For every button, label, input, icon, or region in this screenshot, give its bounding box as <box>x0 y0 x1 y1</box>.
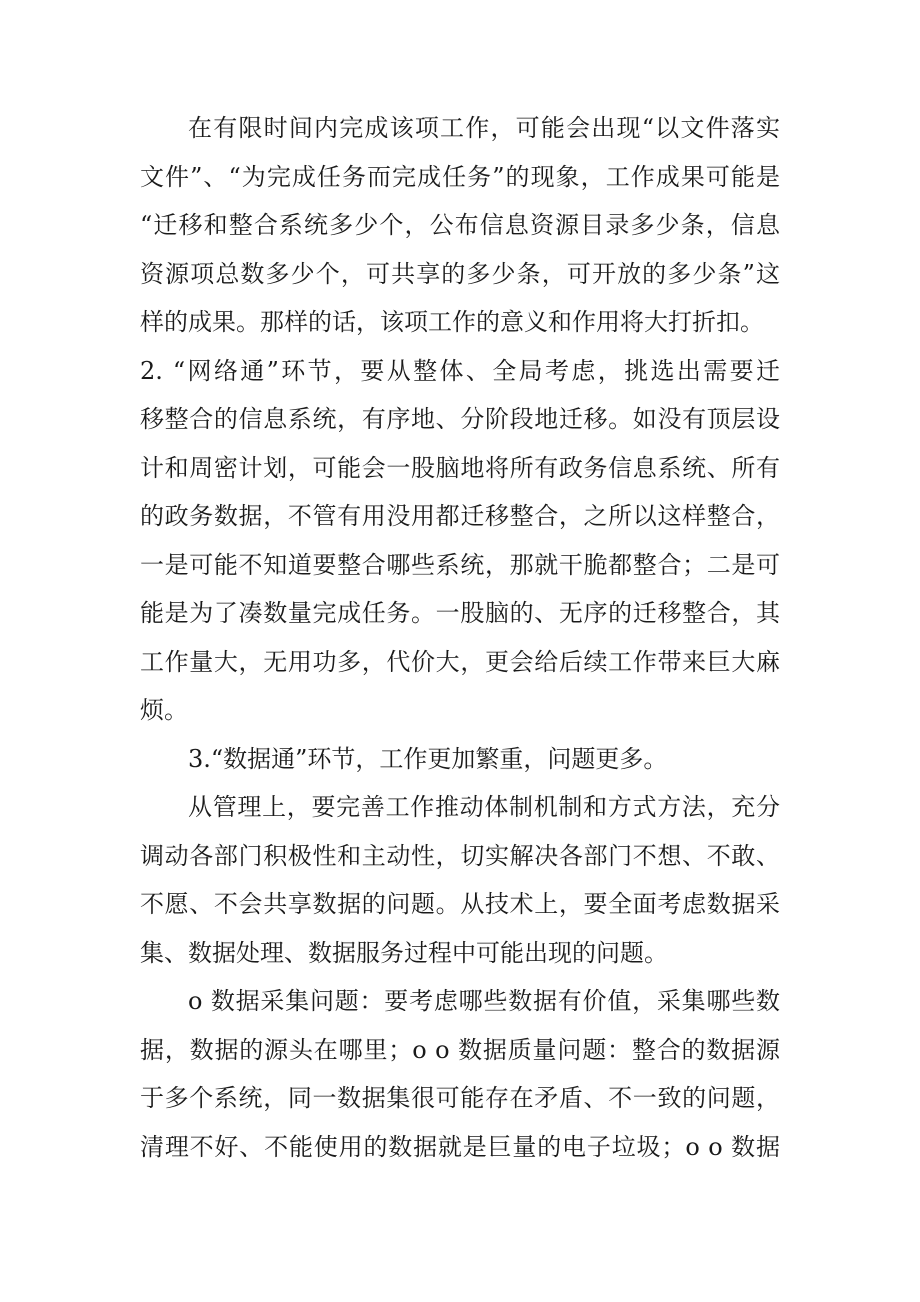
paragraph-4 <box>140 783 780 977</box>
text-line: 2. “网络通”环节，要从整体、全局考虑，挑选出需要迁 <box>140 356 780 385</box>
paragraph-3 <box>140 735 780 784</box>
text-line: 不愿、不会共享数据的问题。从技术上，要全面考虑数据采 <box>140 890 780 918</box>
text-line: 3.“数据通”环节，工作更加繁重，问题更多。 <box>188 744 668 773</box>
text-line: 调动各部门积极性和主动性，切实解决各部门不想、不敢、 <box>140 841 780 870</box>
text-line: 烦。 <box>140 696 188 724</box>
text-line: 工作量大，无用功多，代价大，更会给后续工作带来巨大麻 <box>140 647 780 676</box>
text-line: 能是为了凑数量完成任务。一股脑的、无序的迁移整合，其 <box>140 599 780 627</box>
text-line: 的政务数据，不管有用没用都迁移整合，之所以这样整合， <box>140 502 780 530</box>
text-line: 从管理上，要完善工作推动体制机制和方式方法，充分 <box>188 793 780 821</box>
document-body <box>140 104 780 1171</box>
text-line: 在有限时间内完成该项工作，可能会出现“以文件落实 <box>188 114 780 142</box>
paragraph-2 <box>140 347 780 735</box>
paragraph-5 <box>140 977 780 1171</box>
text-line: 清理不好、不能使用的数据就是巨量的电子垃圾；o o 数据 <box>140 1132 780 1161</box>
text-line: 移整合的信息系统，有序地、分阶段地迁移。如没有顶层设 <box>140 405 780 433</box>
paragraph-1 <box>140 104 780 347</box>
text-line: 资源项总数多少个，可共享的多少条，可开放的多少条”这 <box>140 259 780 288</box>
text-line: 文件”、“为完成任务而完成任务”的现象，工作成果可能是 <box>140 162 780 191</box>
text-line: o 数据采集问题：要考虑哪些数据有价值，采集哪些数 <box>188 987 780 1015</box>
text-line: 于多个系统，同一数据集很可能存在矛盾、不一致的问题， <box>140 1084 780 1112</box>
text-line: 计和周密计划，可能会一股脑地将所有政务信息系统、所有 <box>140 453 780 482</box>
text-line: “迁移和整合系统多少个，公布信息资源目录多少条，信息 <box>140 211 780 239</box>
text-line: 据，数据的源头在哪里；o o 数据质量问题：整合的数据源 <box>140 1035 780 1064</box>
text-line: 集、数据处理、数据服务过程中可能出现的问题。 <box>140 938 668 967</box>
text-line: 样的成果。那样的话，该项工作的意义和作用将大打折扣。 <box>140 308 764 336</box>
text-line: 一是可能不知道要整合哪些系统，那就干脆都整合；二是可 <box>140 550 780 579</box>
